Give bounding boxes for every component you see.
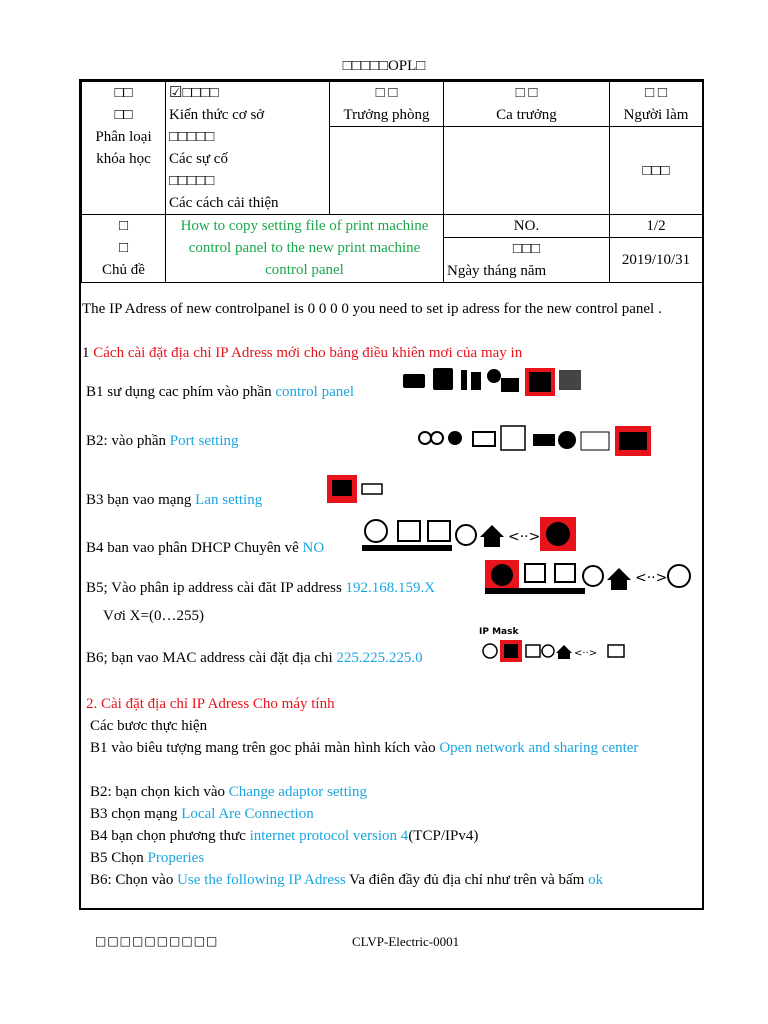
shift-leader-head-cell [444, 82, 610, 127]
step-b6-text: B6; bạn vao MAC address cài đặt địa chi [86, 650, 337, 666]
step-s1-highlight: Open network and sharing center [439, 740, 639, 756]
author-head-cell [610, 82, 703, 127]
shift-leader-head-cjk: □ □ [515, 85, 538, 101]
date-label: Ngày tháng năm [447, 263, 547, 279]
step-b2 [86, 430, 239, 452]
control-panel-icons [401, 364, 586, 398]
home-icon [480, 525, 504, 547]
section1-heading [82, 342, 522, 364]
step-s2 [90, 781, 367, 803]
globe-icon-2 [668, 565, 690, 587]
clock-icon-2 [583, 566, 603, 586]
control-panel-icon [529, 372, 551, 392]
clock-gear-icon [487, 369, 501, 383]
step-s2-highlight: Change adaptor setting [228, 784, 368, 800]
ip-address-icons [485, 560, 695, 598]
topic-label: Chủ đề [102, 262, 145, 278]
globe-icon [365, 520, 387, 542]
ip-globe-icon [491, 564, 513, 586]
files-icon [433, 368, 453, 390]
option-improvement-checkbox[interactable]: □□□□□ [169, 173, 215, 189]
category-label-cjk1: □□ [114, 85, 133, 101]
category-label-cjk2: □□ [114, 107, 133, 123]
step-b2-highlight: Port setting [169, 433, 239, 449]
topic-label-cell [82, 215, 166, 283]
step-b3 [86, 489, 262, 511]
step-s3-highlight: Local Are Connection [181, 806, 314, 822]
topic-label-cjk2: □ [118, 240, 129, 256]
mask-icon [398, 521, 420, 541]
topic-text: How to copy setting file of print machine control panel to the new print machine control panel [166, 215, 444, 283]
option-incidents-checkbox[interactable]: □□□□□ [169, 129, 215, 145]
serial-icon [362, 484, 382, 494]
step-s4-highlight: internet protocol version 4 [249, 828, 409, 844]
date-label-cell [444, 238, 610, 283]
step-b3-text: B3 bạn vao mạng [86, 492, 196, 508]
grid-icon [559, 370, 581, 390]
arrows-icon-3: <··> [574, 648, 598, 659]
author-head-label: Người làm [623, 107, 689, 123]
step-b5-note: Vơi X=(0…255) [103, 608, 204, 624]
module-icon [501, 378, 519, 392]
category-options [166, 82, 330, 215]
terminal-icon [473, 432, 495, 446]
clock-icon-3 [542, 645, 554, 657]
mac-icon [608, 645, 624, 657]
step-b5 [86, 577, 435, 599]
option-basic-label: Kiến thức cơ sở [169, 107, 265, 123]
intro-text: The IP Adress of new controlpanel is 0 0 0 0 you need to set ip adress for the new control panel . [82, 301, 662, 317]
tools-icon [461, 370, 467, 390]
option-basic-checkbox[interactable]: ☑□□□□ [169, 85, 219, 101]
author-signature: □□□ [642, 162, 670, 179]
home-icon-3 [556, 645, 572, 659]
step-s4-tail: (TCP/IPv4) [408, 828, 479, 844]
step-b1 [86, 381, 354, 403]
step-s6 [90, 869, 603, 891]
counter-icon [501, 426, 525, 450]
steps-title: Các bươc thực hiện [90, 718, 208, 734]
lan-setting-icons [326, 474, 386, 506]
sensor-icon [419, 432, 431, 444]
opl-sheet [79, 79, 704, 910]
step-b1-text: B1 sư dụng cac phím vào phần [86, 384, 276, 400]
arrows-icon-2: <··> [635, 570, 668, 586]
section1-title: Cách cài đặt địa chỉ IP Adress mới cho bảng điều khiên mơi của may in [93, 345, 523, 361]
date-value: 2019/10/31 [610, 238, 703, 283]
step-b5-text: B5; Vào phân ip address cài đăt IP address [86, 580, 346, 596]
ip-strip-2 [485, 588, 585, 594]
approver-head-label: Trưởng phòng [343, 107, 430, 123]
step-s6-mid: Va điên đầy đủ địa chỉ như trên và bấm [345, 872, 589, 888]
printer-icon [403, 374, 425, 388]
disk-icon [448, 431, 462, 445]
step-s3-text: B3 chọn mạng [90, 806, 182, 822]
ip-address-strip [362, 545, 452, 551]
category-cell [82, 82, 166, 215]
step-s4 [90, 825, 478, 847]
step-b4 [86, 537, 324, 559]
contrast-icon [558, 431, 576, 449]
tools-icon-2 [471, 372, 481, 390]
option-incidents-label: Các sự cố [169, 151, 228, 167]
mask-icon-2 [525, 564, 545, 582]
dhcp-icons [362, 517, 587, 555]
step-s5 [90, 847, 204, 869]
globe-icon-3 [483, 644, 497, 658]
no-value: 1/2 [610, 215, 703, 238]
barcode-icon [533, 434, 555, 446]
option-improvement-label: Các cách cải thiện [169, 195, 279, 211]
step-b4-text: B4 ban vao phân DHCP Chuyên vê [86, 540, 303, 556]
ip-mask-icons [482, 639, 632, 665]
step-s3 [90, 803, 314, 825]
step-s5-text: B5 Chọn [90, 850, 148, 866]
step-s1-text: B1 vào biêu tượng mang trên goc phải màn hình kích vào [90, 740, 440, 756]
approver-head-cjk: □ □ [375, 85, 398, 101]
no-label: NO. [444, 215, 610, 238]
lan-icon [332, 480, 352, 496]
step-b1-highlight: control panel [275, 384, 355, 400]
arrows-icon: <··> [508, 529, 541, 545]
step-s1 [90, 737, 690, 759]
step-b4-highlight: NO [302, 540, 325, 556]
step-b5-highlight: 192.168.159.X [345, 580, 436, 596]
header-table [81, 81, 703, 283]
approver-head-cell [330, 82, 444, 127]
section1-number: 1 [82, 345, 94, 361]
number-format-icon [581, 432, 609, 450]
dhcp-globe-icon [546, 522, 570, 546]
step-s5-highlight: Properies [147, 850, 205, 866]
port-icon [619, 432, 647, 450]
approver-sign-cell [330, 127, 444, 215]
section2-title: 2. Cài đặt địa chỉ IP Adress Cho máy tính [86, 696, 335, 712]
author-sign-cell [610, 127, 703, 215]
sensor-icon-2 [431, 432, 443, 444]
document-title: □□□□□OPL□ [342, 58, 426, 74]
footer-left-text: □□□□□□□□□□ [95, 934, 219, 948]
author-head-cjk: □ □ [645, 85, 667, 101]
mask-icon-3 [504, 644, 518, 658]
step-s4-text: B4 bạn chọn phương thưc [90, 828, 250, 844]
date-label-cjk: □□□ [512, 241, 541, 257]
gateway-icon-2 [555, 564, 575, 582]
step-s2-text: B2: bạn chọn kich vào [90, 784, 229, 800]
shift-leader-sign-cell [444, 127, 610, 215]
step-b3-highlight: Lan setting [195, 492, 263, 508]
step-s6-text: B6: Chọn vào [90, 872, 178, 888]
step-b6 [86, 647, 423, 669]
category-label: Phân loại khóa học [95, 129, 152, 167]
topic-label-cjk1: □ [118, 218, 129, 234]
step-s6-ok: ok [588, 872, 604, 888]
step-s6-highlight: Use the following IP Adress [177, 872, 346, 888]
ip-mask-label: IP Mask [479, 627, 519, 637]
clock-icon [456, 525, 476, 545]
footer-code: CLVP-Electric-0001 [352, 934, 460, 949]
home-icon-2 [607, 568, 631, 590]
gateway-icon [428, 521, 450, 541]
step-b2-text: B2: vào phần [86, 433, 170, 449]
gateway-icon-3 [526, 645, 540, 657]
step-b6-highlight: 225.225.225.0 [336, 650, 423, 666]
port-setting-icons [417, 424, 677, 460]
shift-leader-head-label: Ca trưởng [496, 107, 557, 123]
